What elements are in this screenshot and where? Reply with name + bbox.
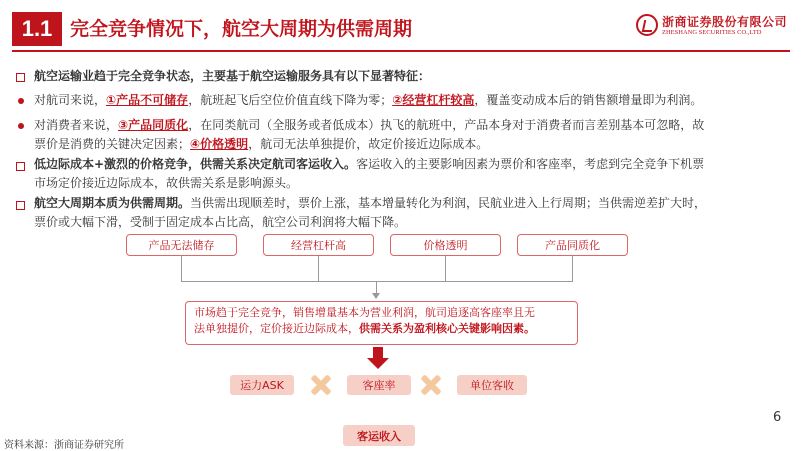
square-bullet-icon	[16, 201, 25, 210]
highlight-transparent-price: ④价格透明	[190, 137, 249, 151]
feature-box-not-storable: 产品无法储存	[126, 234, 237, 256]
text-segment: ，覆盖变动成本后的销售额增量即为利润。	[474, 93, 703, 107]
text-segment: ，航司无法单独提价，故定价接近边际成本。	[248, 137, 489, 151]
text-segment: 对航司来说，	[34, 93, 107, 107]
text-segment: 票价或大幅下滑，受制于固定成本占比高，航空公司利润将大幅下降。	[34, 215, 407, 229]
logo-mark-icon	[636, 14, 658, 36]
consumer-feature-paragraph	[34, 116, 789, 154]
text-segment: ，在同类航司（全服务或者低成本）执飞的航班中，产品本身对于消费者而言差别基本可忽略，故	[188, 118, 705, 132]
intro-paragraph: 航空运输业趋于完全竞争状态，主要基于航空运输服务具有以下显著特征：	[34, 69, 431, 83]
connector-line	[318, 256, 319, 281]
multiply-icon	[420, 374, 442, 396]
highlight-homogeneous: ③产品同质化	[118, 118, 189, 132]
factor-capacity-ask: 运力ASK	[230, 375, 294, 395]
down-arrow-icon	[367, 347, 389, 369]
text-segment: 当供需出现顺差时，票价上涨，基本增量转化为利润，民航业进入上行周期；当供需逆差扩大时，	[190, 196, 707, 210]
summary-text: 法单独提价，定价接近边际成本，	[194, 322, 359, 335]
bold-lead: 低边际成本+激烈的价格竞争，供需关系决定航司客运收入。	[34, 157, 357, 171]
text-segment: 客运收入的主要影响因素为票价和客座率，考虑到完全竞争下机票	[356, 157, 705, 171]
feature-box-price-transparency: 价格透明	[390, 234, 501, 256]
square-bullet-icon	[16, 162, 25, 171]
text-segment: 市场定价接近边际成本，故供需关系是影响源头。	[34, 176, 299, 190]
text-segment: 票价是消费的关键决定因素；	[34, 137, 191, 151]
highlight-high-leverage: ②经营杠杆较高	[392, 93, 475, 107]
dot-bullet-icon	[18, 123, 24, 129]
feature-box-homogeneous: 产品同质化	[517, 234, 628, 256]
logo-english-name: ZHESHANG SECURITIES CO.,LTD	[662, 29, 762, 36]
summary-line-1: 市场趋于完全竞争，销售增量基本为营业利润，航司追逐高客座率且无	[194, 306, 535, 319]
text-segment: ，航班起飞后空位价值直线下降为零；	[188, 93, 393, 107]
feature-box-high-leverage: 经营杠杆高	[263, 234, 374, 256]
page-number: 6	[773, 410, 782, 425]
bold-lead: 航空大周期本质为供需周期。	[34, 196, 191, 210]
connector-line	[445, 256, 446, 281]
company-logo	[636, 12, 788, 40]
square-bullet-icon	[16, 73, 25, 82]
connector-line	[181, 281, 573, 282]
section-number-badge: 1.1	[12, 12, 62, 46]
multiply-icon	[310, 374, 332, 396]
summary-line-2	[194, 321, 569, 337]
airline-feature-paragraph	[34, 91, 702, 110]
dot-bullet-icon	[18, 98, 24, 104]
header-divider	[12, 50, 790, 52]
highlight-not-storable: ①产品不可储存	[106, 93, 189, 107]
page-title: 完全竞争情况下，航空大周期为供需周期	[70, 18, 413, 40]
summary-key-conclusion: 供需关系为盈利核心关键影响因素。	[359, 322, 535, 335]
result-passenger-revenue: 客运收入	[343, 425, 415, 446]
connector-arrow-icon	[372, 293, 380, 299]
revenue-driver-paragraph	[34, 155, 789, 193]
connector-line	[181, 256, 182, 281]
logo-chinese-name: 浙商证券股份有限公司	[662, 15, 788, 29]
source-note: 资料来源：浙商证券研究所	[4, 440, 124, 451]
text-segment: 对消费者来说，	[34, 118, 119, 132]
connector-line	[572, 256, 573, 281]
cycle-paragraph	[34, 194, 789, 232]
factor-unit-revenue: 单位客收	[457, 375, 527, 395]
market-summary-box	[185, 301, 578, 345]
factor-load-factor: 客座率	[347, 375, 411, 395]
